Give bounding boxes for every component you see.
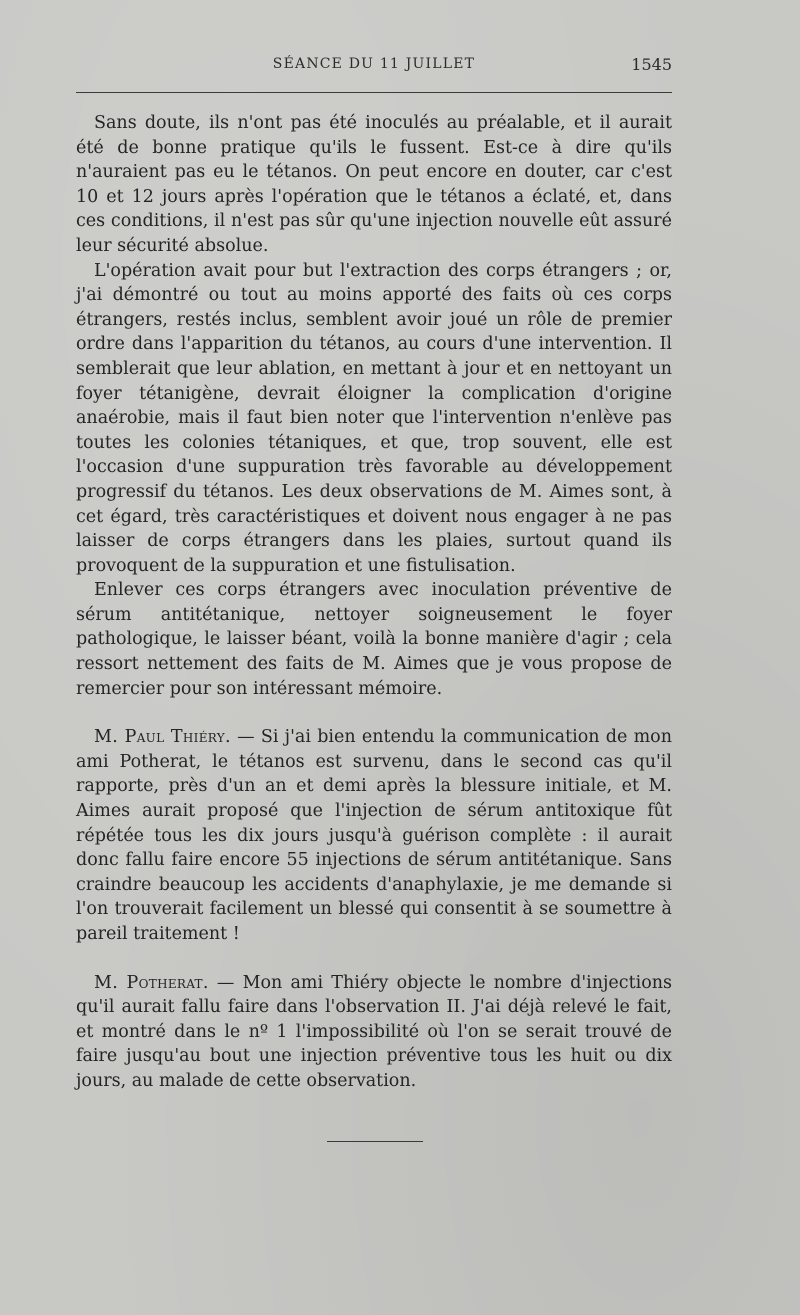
speaker-name: M. Paul Thiéry. (94, 727, 231, 748)
paragraph-4-text: — Si j'ai bien entendu la communication de mon ami Potherat, le tétanos est survenu, dans le second cas qu'il rapporte, près d'un an et demi après la blessure initiale, et M. Aimes aurait proposé que l'injection de sérum antitoxique fût répétée tous les dix jours jusqu'à guérison complète : il aurait donc fallu faire encore 55 injections de sérum antitétanique. Sans craindre beaucoup les accidents d'anaphylaxie, je me demande si l'on trouverait facilement un blessé qui consentit à se soumettre à pareil traitement ! (76, 727, 672, 944)
paragraph-2-text: L'opération avait pour but l'extraction des corps étrangers ; or, j'ai démontré ou tout au moins apporté des faits où ces corps étrangers, restés inclus, semblent avoir joué un rôle de premier ordre dans l'apparition du tétanos, au cours d'une intervention. Il semblerait que leur ablation, en mettant à jour et en nettoyant un foyer tétanigène, devrait éloigner la complication d'origine anaérobie, mais il faut bien noter que l'intervention n'enlève pas toutes les colonies tétaniques, et que, trop souvent, elle est l'occasion d'une suppuration très favorable au développement progressif du tétanos. Les deux observations de M. Aimes sont, à cet égard, très caractéristiques et doivent nous engager à ne pas laisser de corps étrangers dans les plaies, surtout quand ils provoquent de la suppuration et une fistulisation. (76, 260, 672, 576)
paragraph-3-text: Enlever ces corps étrangers avec inoculation préventive de sérum antitétanique, nettoyer soigneusement le foyer pathologique, le laisser béant, voilà la bonne manière d'agir ; cela ressort nettement des faits de M. Aimes que je vous propose de remercier pour son intéressant mémoire. (76, 580, 672, 699)
paragraph-5 (76, 971, 672, 1094)
paragraph-4 (76, 725, 672, 946)
paragraph-3 (76, 578, 672, 701)
running-title: SÉANCE DU 11 JUILLET (272, 56, 476, 72)
section-end-rule (327, 1141, 423, 1142)
paragraph-1-text: Sans doute, ils n'ont pas été inoculés au préalable, et il aurait été de bonne pratique qu'ils le fussent. Est-ce à dire qu'ils n'auraient pas eu le tétanos. On peut encore en douter, car c'est 10 et 12 jours après l'opération que le tétanos a éclaté, et, dans ces conditions, il n'est pas sûr qu'une injection nouvelle eût assuré leur sécurité absolue. (76, 113, 672, 256)
body-text (76, 111, 672, 1094)
paragraph-1 (76, 111, 672, 259)
paragraph-5-text: — Mon ami Thiéry objecte le nombre d'injections qu'il aurait fallu faire dans l'observation II. J'ai déjà relevé le fait, et montré dans le nº 1 l'impossibilité où l'on se serait trouvé de faire jusqu'au bout une injection préventive tous les huit ou dix jours, au malade de cette observation. (76, 972, 672, 1091)
page-header (76, 50, 672, 80)
paragraph-2 (76, 259, 672, 579)
header-rule (76, 92, 672, 93)
page-number: 1545 (631, 55, 672, 74)
speaker-name: M. Potherat. (94, 972, 209, 993)
